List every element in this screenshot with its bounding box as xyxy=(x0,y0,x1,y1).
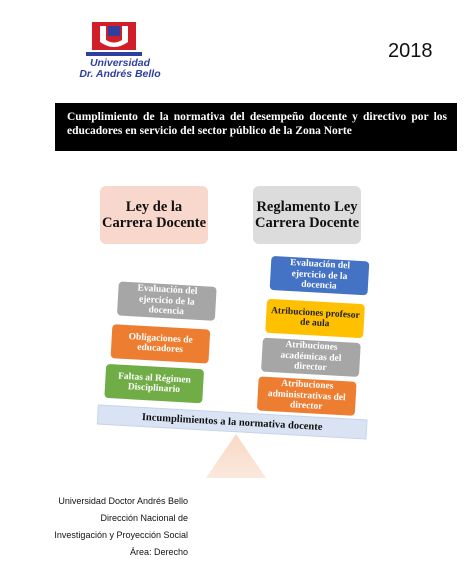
left-item-evaluacion: Evaluación del ejercicio de la docencia xyxy=(117,281,217,320)
right-item-academicas: Atribuciones académicas del director xyxy=(261,338,361,377)
right-item-evaluacion: Evaluación del ejercicio de la docencia xyxy=(270,256,370,295)
right-item-administrativas: Atribuciones administrativas del director xyxy=(257,376,357,415)
year-label: 2018 xyxy=(388,40,433,62)
logo-line-1: Universidad xyxy=(89,57,151,69)
footer-line-2: Dirección Nacional de xyxy=(100,513,188,523)
left-item-obligaciones: Obligaciones de educadores xyxy=(111,324,211,363)
right-item-profesor-aula: Atribuciones profesor de aula xyxy=(265,299,365,338)
footer-line-1: Universidad Doctor Andrés Bello xyxy=(58,496,188,506)
logo-line-2: Dr. Andrés Bello xyxy=(79,68,161,80)
reglamento-box: Reglamento Ley Carrera Docente xyxy=(253,186,361,244)
title-banner: Cumplimiento de la normativa del desempeño docente y directivo por los educadores en servicio del sector público de la Zona Norte xyxy=(55,103,457,151)
left-item-faltas: Faltas al Régimen Disciplinario xyxy=(104,364,204,403)
footer-line-3: Investigación y Proyección Social xyxy=(54,530,188,540)
footer-info xyxy=(38,493,188,561)
fulcrum-triangle-icon xyxy=(206,434,266,478)
ley-carrera-docente-box: Ley de la Carrera Docente xyxy=(100,186,208,244)
footer-line-4: Área: Derecho xyxy=(129,547,188,557)
scale-beam: Incumplimientos a la normativa docente xyxy=(97,404,368,439)
